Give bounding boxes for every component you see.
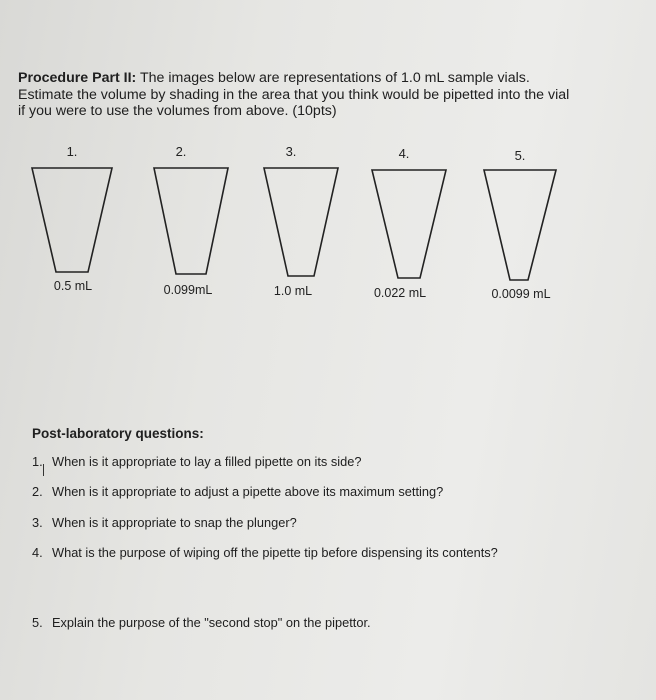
question-3-number: 3.: [32, 515, 43, 530]
procedure-line-2: Estimate the volume by shading in the area that you think would be pipetted into the vial: [18, 86, 570, 103]
vial-4-volume-label: 0.022 mL: [373, 286, 427, 300]
vial-4-number: 4.: [398, 146, 410, 161]
question-1: [32, 454, 361, 469]
procedure-instructions: [18, 70, 618, 120]
question-2-text: When is it appropriate to adjust a pipette above its maximum setting?: [52, 484, 444, 499]
question-3: [32, 515, 297, 530]
vial-2-number: 2.: [175, 144, 187, 159]
question-4-text: What is the purpose of wiping off the pipette tip before dispensing its contents?: [52, 545, 498, 560]
vial-1-outline[interactable]: [30, 166, 114, 276]
vial-3-number: 3.: [285, 144, 297, 159]
question-5-text: Explain the purpose of the "second stop" on the pipettor.: [52, 615, 371, 630]
vial-4-outline[interactable]: [370, 168, 448, 282]
vial-3-volume-label: 1.0 mL: [273, 284, 313, 298]
question-4: [32, 545, 498, 560]
vial-2-volume-label: 0.099mL: [163, 283, 213, 297]
question-5-number: 5.: [32, 615, 43, 630]
question-5: [32, 615, 371, 630]
vial-5-volume-label: 0.0099 mL: [491, 287, 551, 301]
question-2: [32, 484, 443, 499]
text-cursor: [43, 464, 44, 476]
post-lab-title: Post-laboratory questions:: [32, 426, 204, 441]
question-4-number: 4.: [32, 545, 43, 560]
vial-1-volume-label: 0.5 mL: [53, 279, 93, 293]
question-1-number: 1.: [32, 454, 43, 469]
vial-1-number: 1.: [66, 144, 78, 159]
procedure-heading: Procedure Part II:: [18, 70, 137, 86]
vial-5-number: 5.: [514, 148, 526, 163]
procedure-line-1: [18, 70, 618, 87]
question-2-number: 2.: [32, 484, 43, 499]
question-3-text: When is it appropriate to snap the plunger?: [52, 515, 297, 530]
vial-2-outline[interactable]: [152, 166, 230, 278]
vial-diagram-row: [0, 138, 656, 308]
procedure-text-1: The images below are representations of 1.0 mL sample vials.: [139, 70, 530, 86]
vial-3-outline[interactable]: [262, 166, 340, 280]
procedure-line-3: if you were to use the volumes from above. (10pts): [18, 103, 337, 119]
vial-5-outline[interactable]: [482, 168, 558, 284]
question-1-text: When is it appropriate to lay a filled pipette on its side?: [52, 454, 362, 469]
